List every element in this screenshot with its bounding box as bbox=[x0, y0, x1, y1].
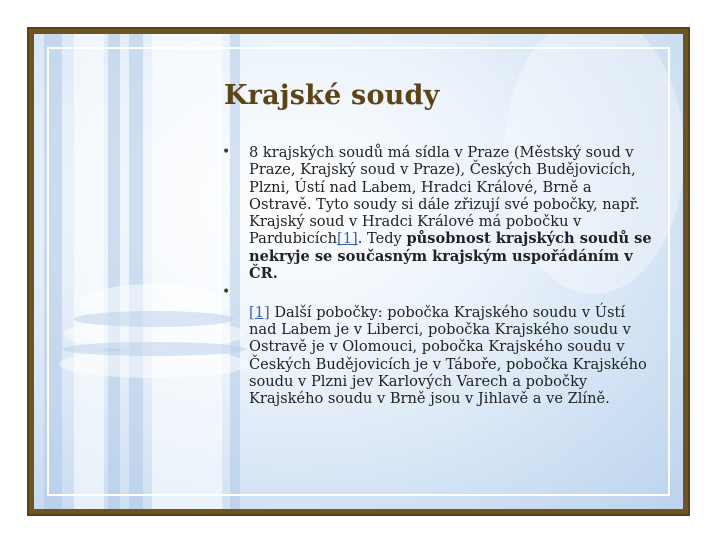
bullet-1-bold-text: působnost krajských soudů se nekryje se současným krajským uspořádáním v ČR. bbox=[249, 230, 652, 283]
footnote-anchor-link[interactable]: [1] bbox=[249, 303, 270, 321]
bullet-1-text-after: . Tedy bbox=[357, 230, 407, 248]
footnote-text: Další pobočky: pobočka Krajského soudu v Ústí nad Labem je v Liberci, pobočka Krajského soudu v Ostravě je v Olomouci, pobočka Krajského soudu v Českých Budějovicích je v Táboře, pobočka Krajského soudu v Plzni jev Karlových Varech a pobočky Krajského soudu v Brně jsou v Jihlavě a ve Zlíně. bbox=[249, 303, 647, 408]
slide-content bbox=[222, 144, 652, 407]
footnote-ref-link[interactable]: [1] bbox=[337, 230, 358, 248]
bullet-icon: • bbox=[222, 144, 231, 160]
footnote-paragraph bbox=[222, 304, 652, 408]
bullet-item-1 bbox=[222, 144, 652, 282]
bullet-item-2 bbox=[222, 284, 652, 301]
bullet-1-text: 8 krajských soudů má sídla v Praze (Městský soud v Praze, Krajský soud v Praze), Českých Budějovicích, Plzni, Ústí nad Labem, Hradci Králové, Brně a Ostravě. Tyto soudy si dále zřizují své pobočky, např. Krajský soud v Hradci Králové má pobočku v Pardubicích bbox=[249, 144, 640, 248]
bullet-2-empty bbox=[249, 284, 254, 301]
slide-title: Krajské soudy bbox=[224, 80, 440, 111]
bullet-icon: • bbox=[222, 284, 231, 301]
